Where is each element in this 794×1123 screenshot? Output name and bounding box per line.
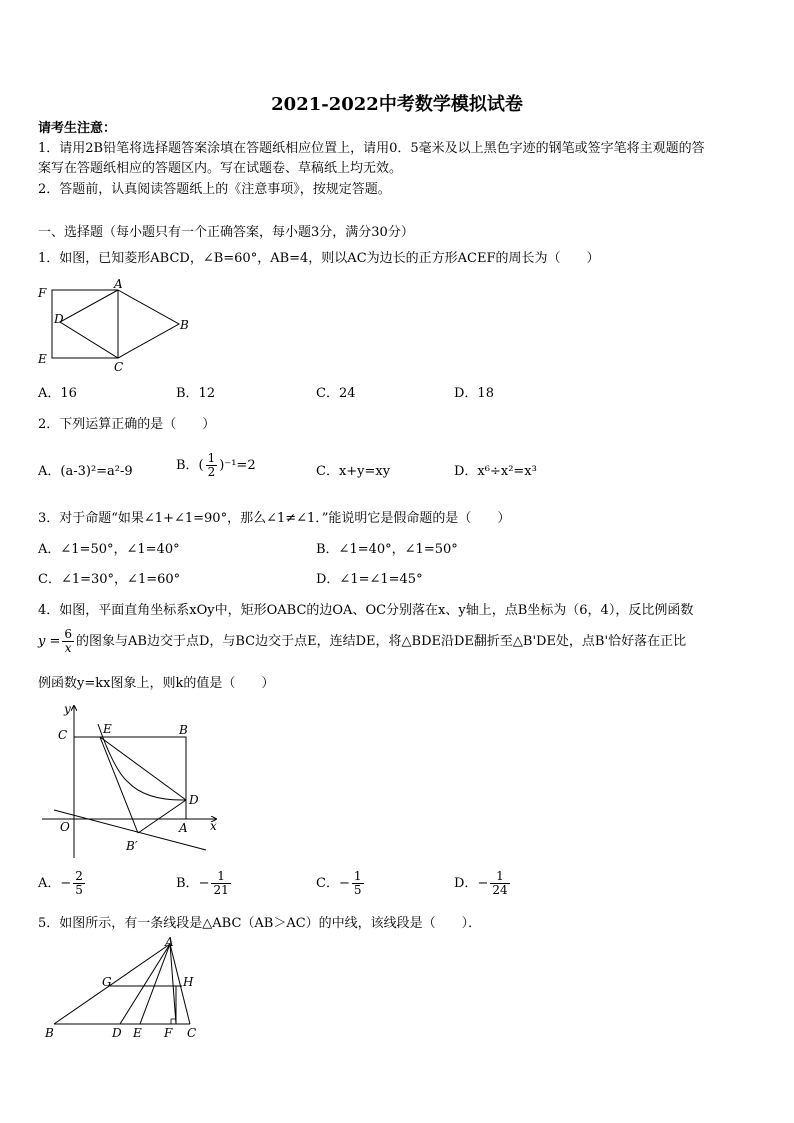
q4-label-A: A	[179, 821, 188, 835]
q2-option-b	[176, 452, 256, 479]
q4-label-y: y	[64, 702, 71, 716]
question-1-figure	[34, 274, 194, 376]
question-4-stem-2	[38, 628, 686, 655]
q5-label-H: H	[183, 975, 194, 989]
q4-c-fraction	[352, 870, 364, 897]
q4-stem-2-text: 的图象与AB边交于点D，与BC边交于点E，连结DE，将△BDE沿DE翻折至△B'DE处，点B'恰好落在正比	[76, 634, 687, 649]
q4-d-fraction	[490, 870, 509, 897]
q4-option-c	[316, 870, 366, 897]
q4-c-letter: C．	[316, 876, 339, 891]
notice-heading: 请考生注意：	[38, 121, 117, 136]
q1-option-c: C．24	[316, 386, 356, 401]
q1-label-C: C	[114, 360, 124, 374]
q4-c-den: 5	[353, 883, 362, 897]
notice-line-2: 2．答题前，认真阅读答题纸上的《注意事项》，按规定答题。	[38, 182, 391, 197]
question-4-figure	[36, 700, 226, 862]
page-title: 2021-2022中考数学模拟试卷	[271, 94, 523, 115]
q4-label-x: x	[210, 819, 217, 833]
q4-b-num: 1	[211, 870, 230, 884]
question-5-stem: 5．如图所示，有一条线段是△ABC（AB＞AC）的中线，该线段是（ ）．	[38, 916, 482, 931]
q1-label-F: F	[38, 286, 47, 300]
q2-b-fraction	[206, 452, 218, 479]
q2-option-d: D．x⁶÷x²=x³	[454, 464, 537, 479]
q3-option-a: A．∠1=50°，∠1=40°	[38, 542, 180, 557]
q3-option-b: B．∠1=40°，∠1=50°	[316, 542, 458, 557]
q4-option-d	[454, 870, 512, 897]
q2-b-numerator: 1	[207, 451, 216, 465]
q4-b-letter: B．	[176, 876, 199, 891]
q4-label-C: C	[58, 728, 68, 742]
q4-y-equals: y =	[38, 634, 61, 649]
q4-d-num: 1	[490, 870, 509, 884]
q4-a-fraction	[73, 870, 85, 897]
q4-b-fraction	[211, 870, 230, 897]
q4-d-sign: −	[477, 876, 489, 891]
q5-label-E: E	[133, 1026, 142, 1040]
q1-label-A: A	[114, 277, 123, 291]
q4-a-num: 2	[75, 869, 83, 883]
question-2-stem: 2．下列运算正确的是（ ）	[38, 417, 216, 432]
q4-a-letter: A．	[38, 876, 61, 891]
q4-option-b	[176, 870, 233, 897]
q2-option-c: C．x+y=xy	[316, 464, 391, 479]
q1-option-d: D．18	[454, 386, 494, 401]
q5-label-A: A	[165, 936, 174, 949]
q4-fraction	[62, 628, 74, 655]
question-1-stem: 1．如图，已知菱形ABCD，∠B=60°，AB=4，则以AC为边长的正方形ACEF的周长为（ ）	[38, 251, 600, 266]
q1-label-E: E	[38, 352, 47, 366]
q2-b-denominator: 2	[207, 465, 216, 479]
q5-label-D: D	[112, 1026, 122, 1040]
q3-option-d: D．∠1=∠1=45°	[316, 572, 423, 587]
q4-b-den: 21	[213, 883, 229, 897]
q4-a-sign: −	[60, 876, 72, 891]
q4-label-D: D	[189, 793, 199, 807]
q4-label-O: O	[60, 820, 70, 834]
q5-label-F: F	[164, 1026, 173, 1040]
q5-label-B: B	[45, 1026, 54, 1040]
question-5-figure	[40, 936, 210, 1044]
q1-label-D: D	[54, 312, 64, 326]
q5-label-G: G	[102, 975, 112, 989]
q2-option-a: A．(a-3)²=a²-9	[38, 464, 133, 479]
question-3-stem: 3．对于命题“如果∠1+∠1=90°，那么∠1≠∠1．”能说明它是假命题的是（ ）	[38, 511, 511, 526]
q4-label-Bp: B′	[126, 839, 138, 853]
q4-d-den: 24	[492, 883, 508, 897]
q2-b-suffix: )⁻¹=2	[219, 458, 256, 473]
q2-b-prefix: B．(	[176, 458, 204, 473]
q1-option-a: A．16	[38, 386, 77, 401]
q4-label-E: E	[103, 722, 112, 736]
q3-option-c: C．∠1=30°，∠1=60°	[38, 572, 181, 587]
q1-label-B: B	[180, 318, 189, 332]
question-4-stem-1: 4．如图，平面直角坐标系xOy中，矩形OABC的边OA、OC分别落在x、y轴上，点B坐标为（6，4），反比例函数	[38, 603, 694, 618]
q4-option-a	[38, 870, 87, 897]
notice-line-1a: 1．请用2B铅笔将选择题答案涂填在答题纸相应位置上，请用0．5毫米及以上黑色字迹的钢笔或签字笔将主观题的答	[38, 141, 705, 156]
q4-d-letter: D．	[454, 876, 478, 891]
notice-line-1b: 案写在答题纸相应的答题区内。写在试题卷、草稿纸上均无效。	[38, 161, 403, 176]
q4-c-num: 1	[353, 869, 362, 883]
q4-a-den: 5	[75, 883, 83, 897]
q4-frac-denominator: x	[64, 641, 72, 655]
q4-frac-numerator: 6	[64, 627, 73, 641]
q1-option-b: B．12	[176, 386, 216, 401]
q5-label-C: C	[187, 1026, 197, 1040]
q4-c-sign: −	[338, 876, 350, 891]
q4-label-B: B	[179, 723, 188, 737]
question-4-stem-3: 例函数y=kx图象上，则k的值是（ ）	[38, 676, 275, 691]
q4-b-sign: −	[198, 876, 210, 891]
section-heading: 一、选择题（每小题只有一个正确答案，每小题3分，满分30分）	[38, 225, 414, 240]
